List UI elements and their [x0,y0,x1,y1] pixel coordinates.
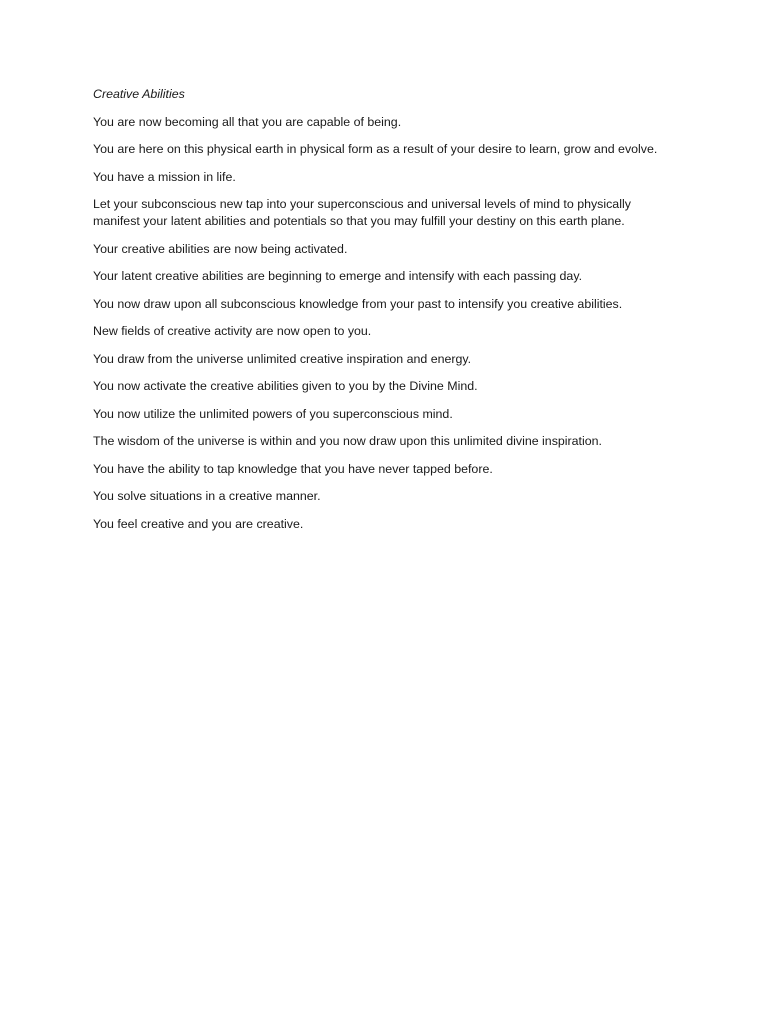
paragraph: Your latent creative abilities are beginning to emerge and intensify with each passing day. [93,269,583,283]
paragraph: New fields of creative activity are now open to you. [93,324,372,338]
paragraph: Your creative abilities are now being activated. [93,241,348,256]
paragraph: You have the ability to tap knowledge that you have never tapped before. [93,461,493,476]
paragraph: You solve situations in a creative manner. [93,489,321,503]
document-title: Creative Abilities [93,87,185,101]
paragraph: The wisdom of the universe is within and you now draw upon this unlimited divine inspiration. [93,434,602,448]
paragraph: You now utilize the unlimited powers of you superconscious mind. [93,406,453,421]
document-body [93,86,668,543]
paragraph: You have a mission in life. [93,169,236,184]
paragraph: You draw from the universe unlimited creative inspiration and energy. [93,351,472,366]
paragraph: You are now becoming all that you are capable of being. [93,114,402,129]
paragraph: You feel creative and you are creative. [93,516,304,531]
paragraph: You now activate the creative abilities given to you by the Divine Mind. [93,379,478,393]
paragraph: Let your subconscious new tap into your superconscious and universal levels of mind to physically manifest your latent abilities and potentials so that you may fulfill your destiny on this earth plane. [93,197,631,228]
paragraph: You are here on this physical earth in physical form as a result of your desire to learn, grow and evolve. [93,142,658,156]
paragraph: You now draw upon all subconscious knowledge from your past to intensify you creative abilities. [93,296,623,311]
